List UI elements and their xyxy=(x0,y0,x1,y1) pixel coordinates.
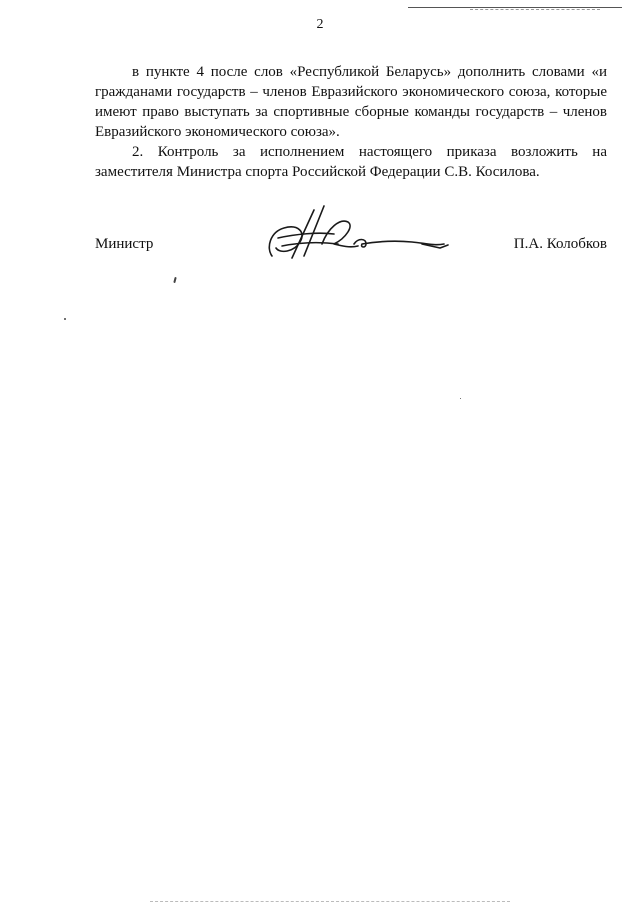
paragraph-control: 2. Контроль за исполнением настоящего приказа возложить на заместителя Министра спорта Российской Федерации С.В. Косилова. xyxy=(95,144,607,180)
signatory-name: П.А. Колобков xyxy=(513,236,607,252)
handwritten-signature xyxy=(262,198,452,268)
top-edge-line-faint xyxy=(470,9,600,10)
signatory-title: Министр xyxy=(95,236,154,252)
scan-speck xyxy=(460,398,461,399)
top-edge-line xyxy=(408,7,622,8)
bottom-edge-line xyxy=(150,901,510,902)
page-number: 2 xyxy=(316,17,324,32)
scan-speck xyxy=(173,277,176,283)
paragraph-amendment: в пункте 4 после слов «Республикой Беларусь» дополнить словами «и гражданами государств – членов Евразийского экономического союза, которые имеют право выступать за спортивные сборные команды государств – членов Евразийского экономического союза». xyxy=(95,64,607,140)
document-body xyxy=(95,62,607,182)
scan-speck xyxy=(64,318,66,320)
